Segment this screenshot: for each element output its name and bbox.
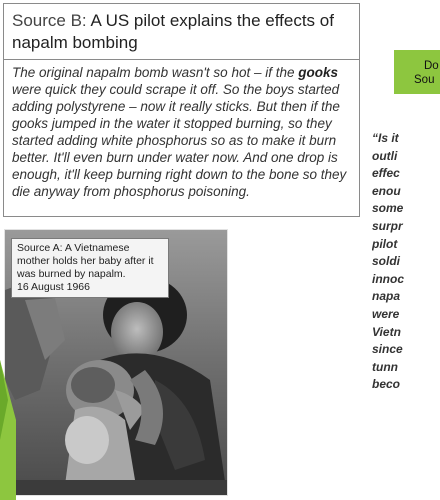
right-quote-line: since [372, 342, 403, 357]
source-b-heading [4, 4, 359, 60]
source-a-caption [11, 238, 169, 298]
right-quote-line: beco [372, 377, 401, 392]
right-quote-line: surpr [372, 218, 403, 233]
right-quote-line: innoc [372, 271, 404, 286]
source-b-box [3, 3, 360, 217]
right-quote-line: soldi [372, 254, 401, 269]
source-b-title: A US pilot explains the effects of napalm bombing [12, 11, 334, 52]
right-quote-line: Vietn [372, 324, 401, 339]
task-label-line2: Sou [414, 74, 435, 86]
source-b-quote [4, 60, 359, 200]
right-quote-line: napa [372, 289, 401, 304]
right-quote-line: “Is it [372, 131, 399, 145]
source-b-quote-part2: were quick they could scrape it off. So the boys started adding polystyrene – now it really sticks. But then if the gooks jumped in the water it stopped burning, so they started adding white phosphorus so as to make it burn better. It'll even burn under water now. And one drop is enough, it'll keep burning right down to the bone so they die anyway from phosphorus poisoning. [12, 82, 347, 199]
right-quote-line: outli [372, 148, 398, 163]
green-accent-shape [0, 360, 16, 500]
right-quote-line: were [372, 306, 400, 321]
source-a-caption-text: Source A: A Vietnamese mother holds her baby after it was burned by napalm. [17, 242, 154, 280]
task-label-box [394, 50, 440, 94]
right-quote-line: pilot [372, 236, 398, 251]
right-quote [372, 130, 440, 394]
right-quote-line: enou [372, 183, 401, 198]
right-quote-line: some [372, 201, 404, 216]
source-b-label: Source B: [12, 11, 87, 30]
task-label-line1: Do [424, 60, 439, 72]
source-a-photo [5, 230, 227, 495]
source-b-quote-bold-word: gooks [298, 65, 339, 80]
source-a-caption-date: 16 August 1966 [17, 281, 90, 293]
right-quote-line: tunn [372, 359, 398, 374]
source-b-quote-part1: The original napalm bomb wasn't so hot – if the [12, 65, 295, 80]
right-quote-line: effec [372, 166, 400, 181]
